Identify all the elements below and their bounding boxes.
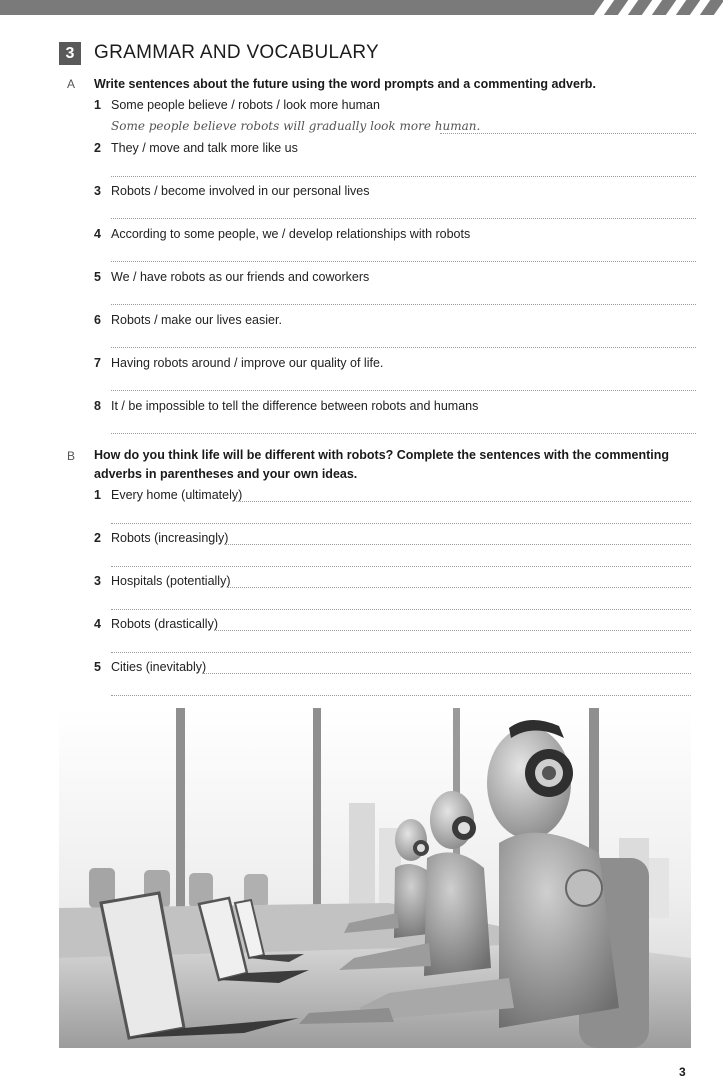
answer-line[interactable] bbox=[111, 304, 696, 305]
answer-line[interactable] bbox=[111, 347, 696, 348]
answer-line[interactable] bbox=[440, 133, 696, 134]
answer-line[interactable] bbox=[111, 609, 691, 610]
part-a-letter: A bbox=[67, 77, 76, 91]
part-a-item: 2 They / move and talk more like us bbox=[94, 141, 298, 155]
answer-line[interactable] bbox=[203, 673, 691, 674]
answer-line[interactable] bbox=[111, 695, 691, 696]
part-a-item: 5 We / have robots as our friends and coworkers bbox=[94, 270, 370, 284]
part-b-instruction: How do you think life will be different with robots? Complete the sentences with the commenting adverbs in parentheses and your own ideas. bbox=[94, 448, 670, 481]
section-title: GRAMMAR AND VOCABULARY bbox=[94, 42, 379, 63]
part-b-item: 1 Every home (ultimately) bbox=[94, 488, 243, 502]
answer-line[interactable] bbox=[111, 261, 696, 262]
answer-line[interactable] bbox=[111, 390, 696, 391]
part-a-instruction: Write sentences about the future using the word prompts and a commenting adverb. bbox=[94, 77, 596, 91]
part-b-item: 4 Robots (drastically) bbox=[94, 617, 218, 631]
part-a-item: 7 Having robots around / improve our quality of life. bbox=[94, 356, 384, 370]
part-b-letter: B bbox=[67, 449, 76, 463]
part-b-item: 3 Hospitals (potentially) bbox=[94, 574, 231, 588]
robots-office-photo bbox=[59, 708, 691, 1048]
part-b-item: 2 Robots (increasingly) bbox=[94, 531, 229, 545]
answer-line[interactable] bbox=[111, 523, 691, 524]
answer-line[interactable] bbox=[214, 630, 691, 631]
part-a-item: 8 It / be impossible to tell the difference between robots and humans bbox=[94, 399, 479, 413]
answer-line[interactable] bbox=[111, 218, 696, 219]
answer-line[interactable] bbox=[111, 652, 691, 653]
example-answer: Some people believe robots will gradually look more human. bbox=[111, 119, 481, 133]
part-a-item: 3 Robots / become involved in our personal lives bbox=[94, 184, 370, 198]
part-b-item: 5 Cities (inevitably) bbox=[94, 660, 207, 674]
part-a-item: 1 Some people believe / robots / look more human bbox=[94, 98, 380, 112]
answer-line[interactable] bbox=[236, 501, 691, 502]
answer-line[interactable] bbox=[224, 544, 691, 545]
part-a-item: 6 Robots / make our lives easier. bbox=[94, 313, 282, 327]
part-a-item: 4 According to some people, we / develop relationships with robots bbox=[94, 227, 471, 241]
answer-line[interactable] bbox=[111, 433, 696, 434]
page-number: 3 bbox=[679, 1065, 686, 1079]
header-band bbox=[0, 0, 723, 15]
answer-line[interactable] bbox=[111, 176, 696, 177]
answer-line[interactable] bbox=[228, 587, 691, 588]
section-number: 3 bbox=[59, 42, 81, 65]
answer-line[interactable] bbox=[111, 566, 691, 567]
